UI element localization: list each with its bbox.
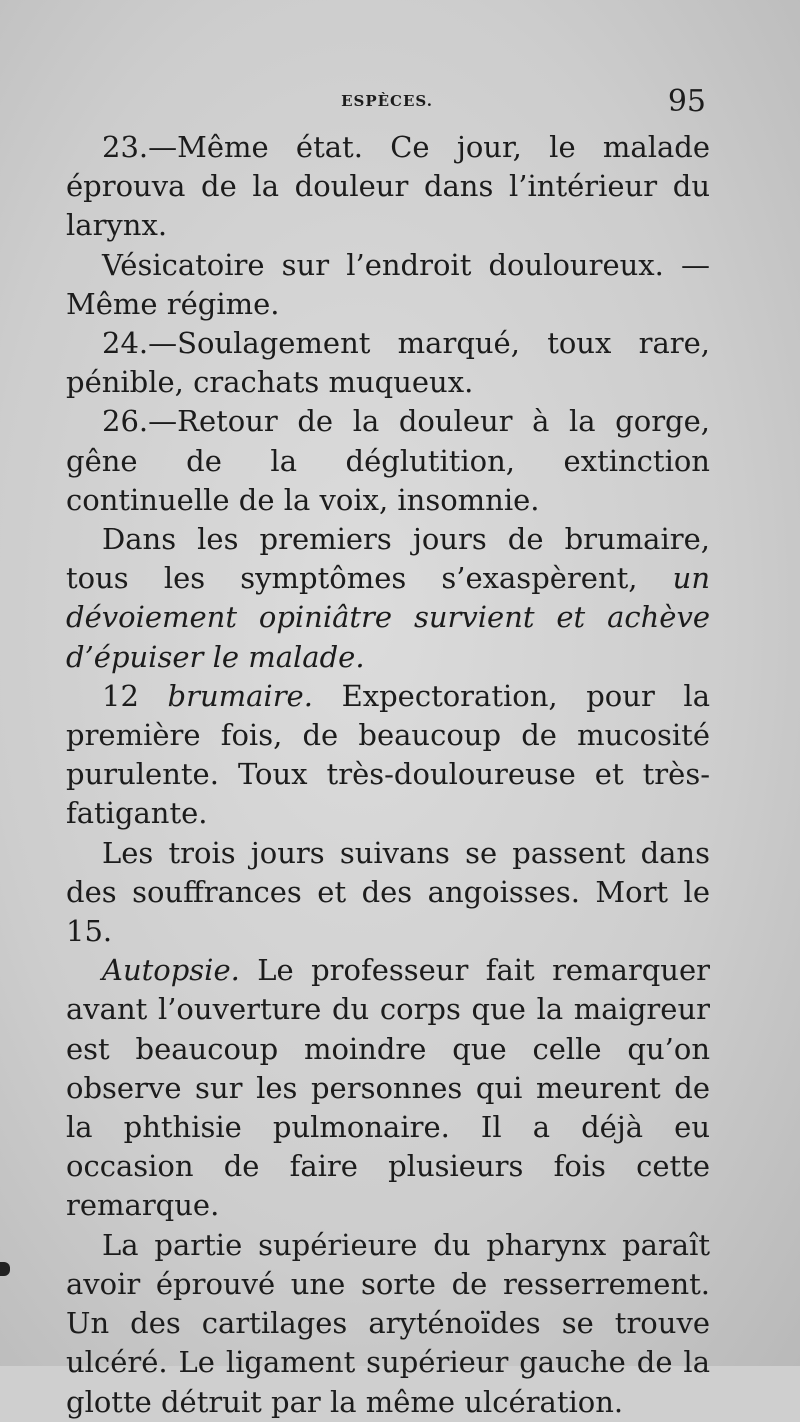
paragraph-text: Expectoration, pour la première fois, de beaucoup de mucosité purulente. Toux très-douloureuse et très-fatigante. — [66, 678, 710, 831]
paragraph-text: Dans les premiers jours de brumaire, tous les symptômes s’exaspèrent, — [66, 522, 710, 596]
paragraph-italic-text: un dévoiement opiniâtre survient et achève d’épuiser le malade. — [66, 561, 710, 674]
paragraph-italic-text: Autopsie. — [102, 953, 240, 988]
paragraph-italic-text: brumaire. — [167, 678, 313, 713]
paragraph-day-26 — [66, 402, 710, 520]
paragraph-text: 24.—Soulagement marqué, toux rare, pénible, crachats muqueux. — [66, 326, 710, 400]
page-number: 95 — [667, 84, 706, 119]
paragraph-date: 12 — [102, 678, 139, 713]
paragraph-brumaire — [66, 520, 710, 677]
body-text — [66, 128, 710, 1422]
paragraph-treatment — [66, 246, 710, 324]
paragraph-text: 23.—Même état. Ce jour, le malade éprouva de la douleur dans l’intérieur du larynx. — [66, 130, 710, 243]
paragraph-text: La partie supérieure du pharynx paraît avoir éprouvé une sorte de resserrement. Un des cartilages aryténoïdes se trouve ulcéré. Le ligament supérieur gauche de la glotte détruit par la même ulcération. — [66, 1227, 710, 1419]
paragraph-day-23 — [66, 128, 710, 246]
page-edge-mark — [0, 1262, 10, 1276]
paragraph-text: Les trois jours suivans se passent dans des souffrances et des angoisses. Mort le 15. — [66, 835, 710, 949]
paragraph-text: Vésicatoire sur l’endroit douloureux. — Même régime. — [66, 247, 710, 321]
paragraph-text: Le professeur fait remarquer avant l’ouverture du corps que la maigreur est beaucoup moindre que celle qu’on observe sur les personnes qui meurent de la phthisie pulmonaire. Il a déjà eu occasion de faire plusieurs fois cette remarque. — [66, 953, 711, 1223]
paragraph-text: 26.—Retour de la douleur à la gorge, gêne de la déglutition, extinction continuelle de la voix, insomnie. — [66, 404, 710, 517]
paragraph-autopsy — [66, 951, 710, 1225]
paragraph-death — [66, 834, 710, 952]
running-head: ESPÈCES. — [341, 92, 433, 110]
paragraph-pharynx — [66, 1226, 710, 1422]
paragraph-12-brumaire — [66, 677, 710, 834]
page-header — [66, 84, 708, 124]
paragraph-day-24 — [66, 324, 710, 402]
